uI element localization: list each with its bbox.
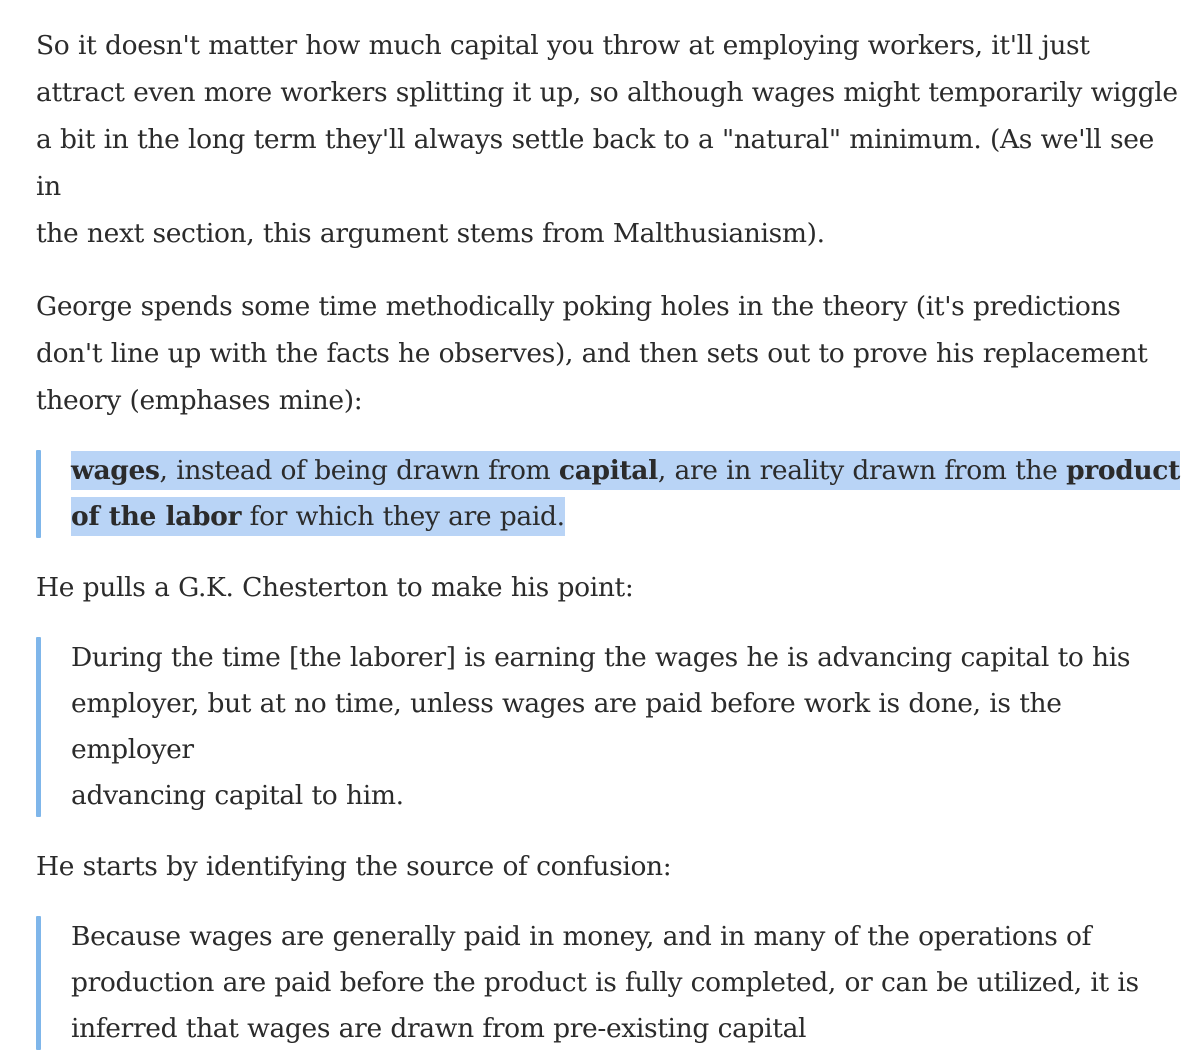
text-line: George spends some time methodically poking holes in the theory (it's predictions <box>36 291 1121 322</box>
text-line: attract even more workers splitting it up, so although wages might temporarily wiggle <box>36 77 1178 108</box>
paragraph-capital-theory <box>36 22 1186 257</box>
text-line: the next section, this argument stems from Malthusianism). <box>36 218 825 249</box>
quote-line: inferred that wages are drawn from pre-existing capital <box>71 1013 807 1044</box>
text-line: a bit in the long term they'll always settle back to a "natural" minimum. (As we'll see in <box>36 124 1154 202</box>
text-line: He starts by identifying the source of confusion: <box>36 851 672 882</box>
bold-term: product <box>1066 455 1180 486</box>
blockquote-wages-product <box>36 448 1186 540</box>
blockquote-bar <box>36 916 41 1050</box>
blockquote-bar <box>36 637 41 817</box>
paragraph-source-confusion <box>36 843 1186 890</box>
text-line: theory (emphases mine): <box>36 385 363 416</box>
bold-term: capital <box>558 455 658 486</box>
blockquote-wages-money <box>36 914 1186 1052</box>
paragraph-chesterton <box>36 564 1186 611</box>
text-line: don't line up with the facts he observes), and then sets out to prove his replacement <box>36 338 1148 369</box>
bold-term: of the labor <box>71 501 242 532</box>
paragraph-george-theory <box>36 283 1186 424</box>
text-line: He pulls a G.K. Chesterton to make his point: <box>36 572 634 603</box>
quote-line: employer, but at no time, unless wages are paid before work is done, is the employer <box>71 688 1062 765</box>
quote-line: production are paid before the product is fully completed, or can be utilized, it is <box>71 967 1139 998</box>
blockquote-bar <box>36 450 41 538</box>
quote-text: , instead of being drawn from <box>159 455 559 486</box>
blockquote-laborer-capital <box>36 635 1186 819</box>
text-line: So it doesn't matter how much capital you throw at employing workers, it'll just <box>36 30 1090 61</box>
quote-line: Because wages are generally paid in money, and in many of the operations of <box>71 921 1092 952</box>
quote-text: for which they are paid. <box>241 501 565 532</box>
selected-text-highlight[interactable] <box>71 451 1180 536</box>
article-body <box>36 22 1186 1052</box>
quote-line: During the time [the laborer] is earning the wages he is advancing capital to his <box>71 642 1131 673</box>
quote-line: advancing capital to him. <box>71 780 404 811</box>
bold-term: wages <box>71 455 160 486</box>
quote-text: , are in reality drawn from the <box>657 455 1067 486</box>
